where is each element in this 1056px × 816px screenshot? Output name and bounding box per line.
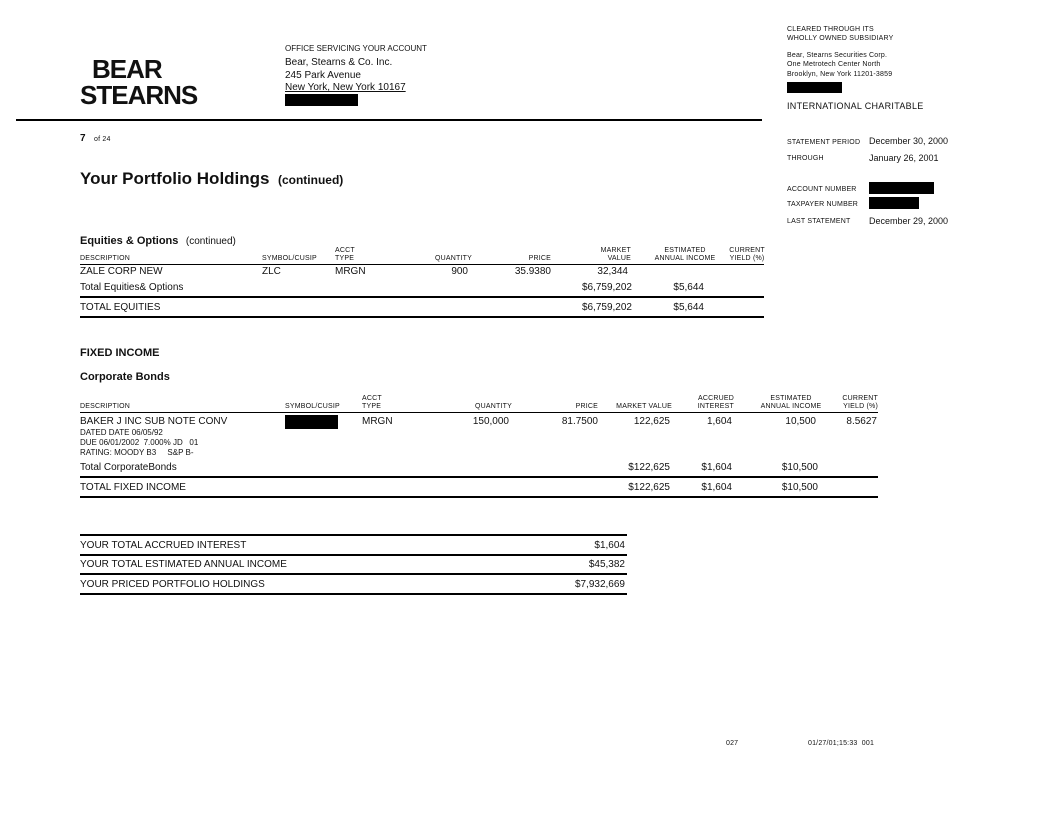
col-est-1: ESTIMATED: [664, 247, 706, 254]
equities-title-main: Equities & Options: [80, 235, 179, 247]
page-title: [80, 169, 343, 189]
header-rule: [16, 119, 762, 121]
col-yield-1: CURRENT: [842, 395, 878, 402]
summary-rule: [80, 573, 627, 575]
col-yield-2: YIELD (%): [843, 403, 878, 410]
clearing-line-3: Brooklyn, New York 11201-3859: [787, 71, 893, 78]
bond-yield: 8.5627: [846, 416, 877, 427]
summary-value: $7,932,669: [574, 579, 625, 590]
row-acct: MRGN: [335, 266, 366, 277]
col-accrued-2: INTEREST: [697, 403, 734, 410]
col-quantity: QUANTITY: [475, 403, 512, 410]
bonds-total-rule: [80, 496, 878, 498]
col-quantity: QUANTITY: [435, 255, 472, 262]
equities-subtotal-rule: [80, 296, 764, 298]
col-acct-2: TYPE: [335, 255, 355, 262]
equities-title: [80, 231, 236, 249]
row-market-value: 32,344: [597, 266, 628, 277]
summary-rule: [80, 554, 627, 556]
account-name: INTERNATIONAL CHARITABLE: [787, 101, 924, 111]
office-line-1: Bear, Stearns & Co. Inc.: [285, 57, 393, 68]
redaction-box: [285, 94, 358, 106]
summary-bottom-rule: [80, 593, 627, 595]
bond-acct: MRGN: [362, 416, 393, 427]
summary-top-rule: [80, 534, 627, 536]
col-acct-2: TYPE: [362, 403, 382, 410]
col-market-1: MARKET: [600, 247, 631, 254]
office-line-3: New York, New York 10167: [285, 82, 406, 93]
total-label: TOTAL FIXED INCOME: [80, 482, 186, 493]
bonds-subtotal-rule: [80, 476, 878, 478]
last-statement-label: LAST STATEMENT: [787, 218, 851, 225]
equities-total-rule: [80, 316, 764, 318]
col-price: PRICE: [528, 255, 551, 262]
fixed-income-heading: FIXED INCOME: [80, 347, 160, 359]
clearing-line-1: Bear, Stearns Securities Corp.: [787, 52, 888, 59]
statement-period-value: December 30, 2000: [869, 136, 949, 146]
logo-line-1: BEAR: [92, 54, 162, 84]
col-market-2: VALUE: [607, 255, 631, 262]
col-market: MARKET VALUE: [616, 403, 672, 410]
redaction-box: [787, 82, 842, 93]
bond-price: 81.7500: [561, 416, 598, 427]
bond-accrued: 1,604: [706, 416, 732, 427]
account-number-label: ACCOUNT NUMBER: [787, 186, 857, 193]
col-description: DESCRIPTION: [80, 255, 131, 262]
summary-label: YOUR PRICED PORTFOLIO HOLDINGS: [80, 579, 265, 590]
statement-period-label: STATEMENT PERIOD: [787, 139, 861, 146]
summary-label: YOUR TOTAL ESTIMATED ANNUAL INCOME: [80, 559, 287, 570]
row-symbol: ZLC: [262, 266, 281, 277]
subtotal-annual-income: $10,500: [781, 462, 818, 473]
col-acct-1: ACCT: [335, 247, 355, 254]
page-current: 7: [80, 133, 86, 144]
bear-stearns-logo: [80, 56, 197, 108]
clearing-heading-1: CLEARED THROUGH ITS: [787, 26, 874, 33]
col-acct-1: ACCT: [362, 395, 382, 402]
bond-due: DUE 06/01/2002 7.000% JD 01: [80, 438, 199, 447]
page-number: [80, 128, 111, 146]
col-symbol: SYMBOL/CUSIP: [285, 403, 340, 410]
subtotal-annual-income: $5,644: [673, 282, 704, 293]
redaction-box: [869, 182, 934, 194]
clearing-heading-2: WHOLLY OWNED SUBSIDIARY: [787, 35, 894, 42]
page-title-suffix: (continued): [277, 173, 344, 187]
subtotal-market-value: $6,759,202: [581, 282, 632, 293]
subtotal-accrued: $1,604: [701, 462, 732, 473]
summary-value: $45,382: [588, 559, 625, 570]
bond-rating: [80, 448, 194, 457]
bond-description: BAKER J INC SUB NOTE CONV: [80, 416, 228, 427]
subtotal-market-value: $122,625: [628, 462, 670, 473]
equities-header-rule: [80, 264, 764, 265]
redaction-box: [285, 415, 338, 429]
subtotal-label: Total CorporateBonds: [80, 462, 177, 473]
corporate-bonds-heading: Corporate Bonds: [80, 371, 170, 383]
page-total: of 24: [94, 136, 111, 143]
col-accrued-1: ACCRUED: [697, 395, 734, 402]
office-line-2: 245 Park Avenue: [285, 70, 361, 81]
total-market-value: $6,759,202: [581, 302, 632, 313]
col-symbol: SYMBOL/CUSIP: [262, 255, 317, 262]
summary-label: YOUR TOTAL ACCRUED INTEREST: [80, 540, 247, 551]
bond-dated: DATED DATE 06/05/92: [80, 428, 163, 437]
col-price: PRICE: [575, 403, 598, 410]
total-annual-income: $10,500: [781, 482, 818, 493]
office-heading: OFFICE SERVICING YOUR ACCOUNT: [285, 44, 427, 53]
page-title-main: Your Portfolio Holdings: [80, 169, 270, 188]
col-yield-1: CURRENT: [729, 247, 765, 254]
equities-title-suffix: (continued): [185, 236, 236, 247]
redaction-box: [869, 197, 919, 209]
bonds-header-rule: [80, 412, 878, 413]
total-market-value: $122,625: [628, 482, 670, 493]
row-price: 35.9380: [514, 266, 551, 277]
bond-rating-sp: S&P B-: [167, 448, 194, 457]
logo-line-2: STEARNS: [80, 80, 198, 110]
summary-value: $1,604: [594, 540, 625, 551]
through-label: THROUGH: [787, 155, 824, 162]
footer-code: 027: [726, 740, 739, 747]
row-quantity: 900: [451, 266, 468, 277]
clearing-line-2: One Metrotech Center North: [787, 61, 881, 68]
total-annual-income: $5,644: [673, 302, 704, 313]
total-label: TOTAL EQUITIES: [80, 302, 161, 313]
bond-quantity: 150,000: [472, 416, 509, 427]
footer-timestamp: 01/27/01;15:33 001: [808, 740, 875, 747]
bond-rating-moody: RATING: MOODY B3: [80, 448, 157, 457]
col-description: DESCRIPTION: [80, 403, 131, 410]
total-accrued: $1,604: [701, 482, 732, 493]
col-est-2: ANNUAL INCOME: [760, 403, 822, 410]
last-statement-value: December 29, 2000: [869, 216, 949, 226]
row-description: ZALE CORP NEW: [80, 266, 163, 277]
taxpayer-number-label: TAXPAYER NUMBER: [787, 201, 859, 208]
subtotal-label: Total Equities& Options: [80, 282, 184, 293]
bond-annual-income: 10,500: [785, 416, 816, 427]
bond-market-value: 122,625: [633, 416, 670, 427]
col-est-1: ESTIMATED: [770, 395, 812, 402]
col-yield-2: YIELD (%): [729, 255, 765, 262]
through-value: January 26, 2001: [869, 153, 939, 163]
col-est-2: ANNUAL INCOME: [654, 255, 716, 262]
